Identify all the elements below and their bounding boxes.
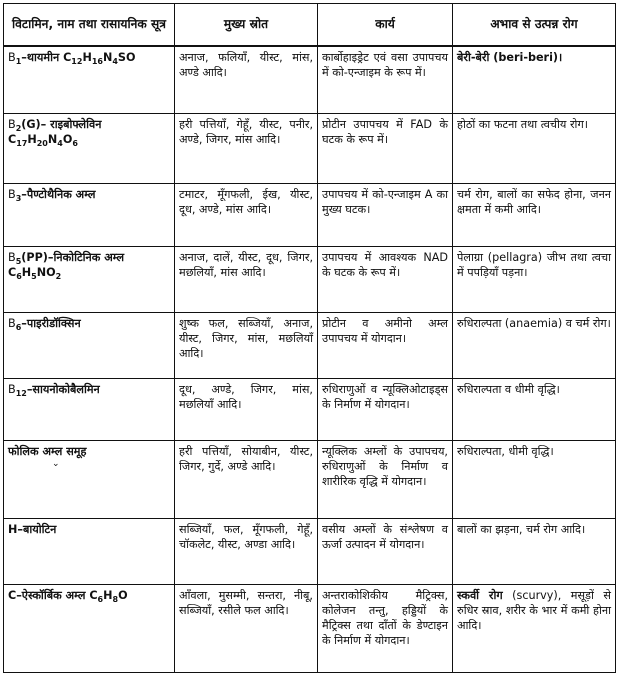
function-cell: प्रोटीन व अमीनो अम्ल उपापचय में योगदान। (318, 313, 453, 379)
function-cell: प्रोटीन उपापचय में FAD के घटक के रूप में। (318, 114, 453, 184)
header-function: कार्य (318, 4, 453, 46)
disease-name: स्कर्वी रोग (457, 589, 503, 602)
disease-cell: पेलाग्रा (pellagra) जीभ तथा त्वचा में पपड़ियाँ पड़ना। (453, 247, 616, 313)
function-cell: न्यूक्लिक अम्लों के उपापचय, रुधिराणुओं के निर्माण व शारीरिक वृद्धि में योगदान। (318, 441, 453, 519)
function-cell: कार्बोहाइड्रेट एवं वसा उपापचय में को-एन्जाइम के रूप में। (318, 46, 453, 114)
vitamin-cell: $B_6-पाइरीडॉक्सिन$ (4, 313, 175, 379)
vitamin-cell: H–बायोटिन (4, 519, 175, 585)
source-cell: अनाज, फलियाँ, यीस्ट, मांस, अण्डे आदि। (175, 46, 318, 114)
disease-cell: होठों का फटना तथा त्वचीय रोग। (453, 114, 616, 184)
source-cell: अनाज, दालें, यीस्ट, दूध, जिगर, मछलियाँ, मांस आदि। (175, 247, 318, 313)
table-row (4, 46, 616, 114)
vitamin-cell: $B_2(G)-$ राइबोफ्लेविन $C_{17}H_{20}N_4O_6$ (4, 114, 175, 184)
table-header-row (4, 4, 616, 46)
function-cell: उपापचय में आवश्यक NAD के घटक के रूप में। (318, 247, 453, 313)
disease-cell: रुधिराल्पता (anaemia) व चर्म रोग। (453, 313, 616, 379)
disease-cell: बेरी-बेरी (beri-beri)। (453, 46, 616, 114)
header-disease: अभाव से उत्पन्न रोग (453, 4, 616, 46)
disease-cell (453, 585, 616, 673)
source-cell: आँवला, मुसम्मी, सन्तरा, नीबू, सब्जियाँ, रसीले फल आदि। (175, 585, 318, 673)
source-cell: हरी पत्तियाँ, सोयाबीन, यीस्ट, जिगर, गुर्दे, अण्डे आदि। (175, 441, 318, 519)
source-cell: शुष्क फल, सब्जियाँ, अनाज, यीस्ट, जिगर, मांस, मछलियाँ आदि। (175, 313, 318, 379)
table-row (4, 379, 616, 441)
table-row (4, 519, 616, 585)
function-cell: रुधिराणुओं व न्यूक्लिओटाइड्स के निर्माण में योगदान। (318, 379, 453, 441)
disease-cell: रुधिराल्पता व धीमी वृद्धि। (453, 379, 616, 441)
vitamin-cell: $B_1-थायमीन$ $C_{12}H_{16}N_4SO$ (4, 46, 175, 114)
vitamin-cell: $B_3-पैण्टोथैनिक$ अम्ल (4, 184, 175, 247)
function-cell: उपापचय में को-एन्जाइम A का मुख्य घटक। (318, 184, 453, 247)
source-cell: टमाटर, मूँगफली, ईख, यीस्ट, दूध, अण्डे, मांस आदि। (175, 184, 318, 247)
vitamin-cell: फोलिक अम्ल समूह ⌄ (4, 441, 175, 519)
vitamin-cell: C–ऐस्कॉर्बिक अम्ल $C_6H_8O$ (4, 585, 175, 673)
stray-mark: ⌄ (52, 459, 60, 469)
disease-cell: रुधिराल्पता, धीमी वृद्धि। (453, 441, 616, 519)
table-row (4, 313, 616, 379)
source-cell: सब्जियाँ, फल, मूँगफली, गेहूँ, चॉकलेट, यीस्ट, अण्डा आदि। (175, 519, 318, 585)
table-row (4, 585, 616, 673)
header-source: मुख्य स्रोत (175, 4, 318, 46)
vitamin-table (3, 3, 616, 673)
function-cell: अन्तराकोशिकीय मैट्रिक्स, कोलेजन तन्तु, हड्डियों के मैट्रिक्स तथा दाँतों के डेण्टाइन के निर्माण में योगदान। (318, 585, 453, 673)
table-row (4, 114, 616, 184)
table-row (4, 247, 616, 313)
vitamin-cell: $B_{12}-सायनोकोबैलमिन$ (4, 379, 175, 441)
table-row (4, 184, 616, 247)
source-cell: हरी पत्तियाँ, गेहूँ, यीस्ट, पनीर, अण्डे, जिगर, मांस आदि। (175, 114, 318, 184)
table-row (4, 441, 616, 519)
header-vitamin: विटामिन, नाम तथा रासायनिक सूत्र (4, 4, 175, 46)
disease-cell: चर्म रोग, बालों का सफेद होना, जनन क्षमता में कमी आदि। (453, 184, 616, 247)
source-cell: दूध, अण्डे, जिगर, मांस, मछलियाँ आदि। (175, 379, 318, 441)
function-cell: वसीय अम्लों के संश्लेषण व ऊर्जा उत्पादन में योगदान। (318, 519, 453, 585)
disease-cell: बालों का झड़ना, चर्म रोग आदि। (453, 519, 616, 585)
vitamin-cell: $B_5(PP)-निकोटिनिक$ अम्ल $C_6H_5NO_2$ (4, 247, 175, 313)
disease-detail: (scurvy), मसूड़ों से रुधिर स्राव, शरीर के भार में कमी होना आदि। (457, 589, 611, 632)
